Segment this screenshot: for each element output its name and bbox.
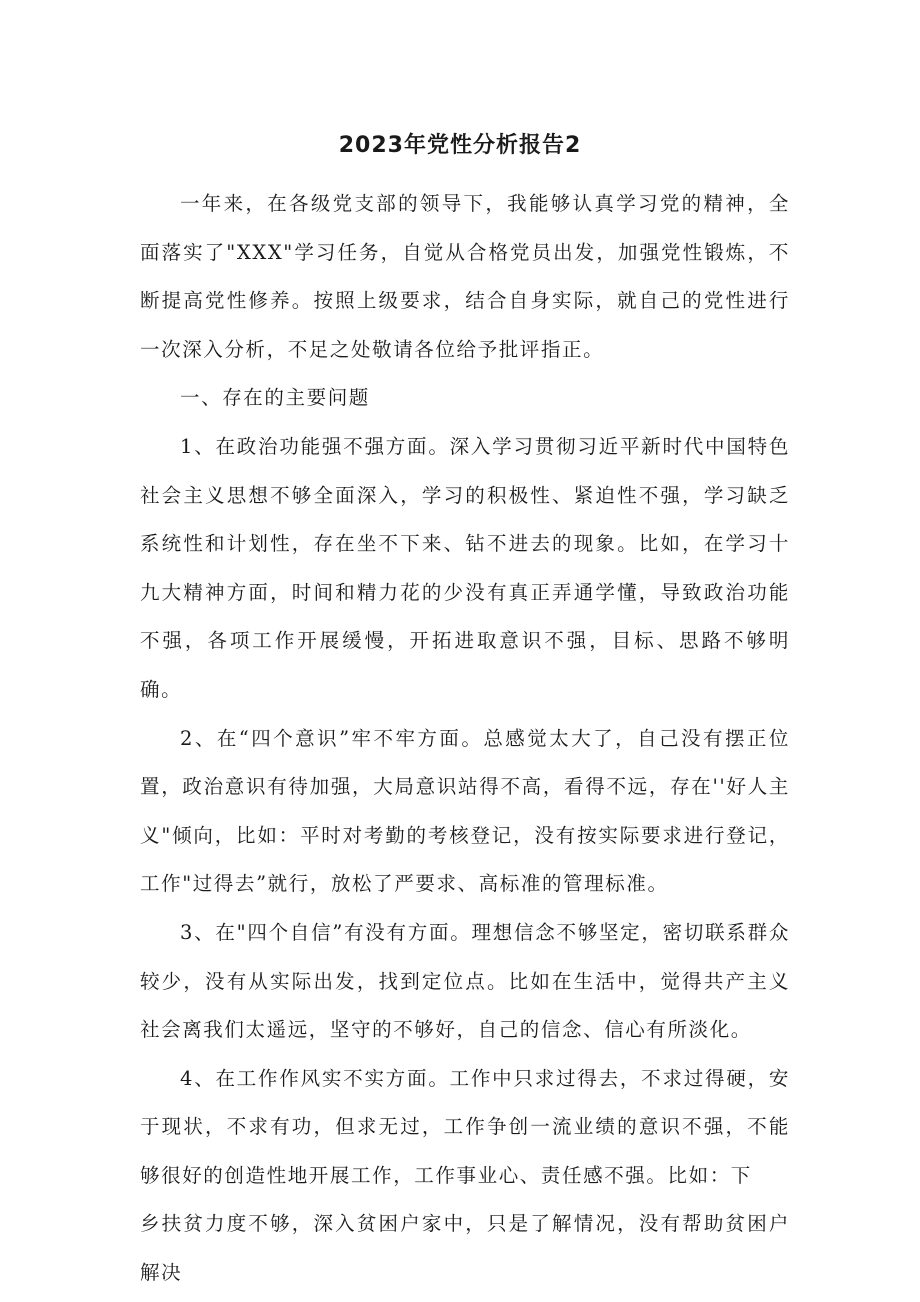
- paragraph-item-1: 1、在政治功能强不强方面。深入学习贯彻习近平新时代中国特色社会主义思想不够全面深入，学习的积极性、紧迫性不强，学习缺乏系统性和计划性，存在坐不下来、钻不进去的现象。比如，在学习十九大精神方面，时间和精力花的少没有真正弄通学懂，导致政治功能不强，各项工作开展缓慢，开拓进取意识不强，目标、思路不够明确。: [140, 434, 790, 701]
- paragraph-item-2: 2、在“四个意识”牢不牢方面。总感觉太大了，自己没有摆正位置，政治意识有待加强，大局意识站得不高，看得不远，存在''好人主义"倾向，比如：平时对考勤的考核登记，没有按实际要求进行登记，工作"过得去”就行，放松了严要求、高标准的管理标准。: [140, 726, 790, 896]
- section-heading-problems: 一、存在的主要问题: [180, 386, 370, 410]
- paragraph-item-4: 4、在工作作风实不实方面。工作中只求过得去，不求过得硬，安于现状，不求有功，但求无过，工作争创一流业绩的意识不强，不能够很好的创造性地开展工作，工作事业心、责任感不强。比如：下: [140, 1066, 790, 1187]
- document-body: [140, 180, 790, 1298]
- paragraph-intro: 一年来，在各级党支部的领导下，我能够认真学习党的精神，全面落实了"XXX"学习任务，自觉从合格党员出发，加强党性锻炼，不断提高党性修养。按照上级要求，结合自身实际，就自己的党性进行一次深入分析，不足之处敬请各位给予批评指正。: [140, 192, 790, 361]
- document-title: 2023年党性分析报告2: [338, 133, 582, 158]
- paragraph-continuation: 乡扶贫力度不够，深入贫困户家中，只是了解情况，没有帮助贫困户解决: [140, 1212, 790, 1285]
- paragraph-item-3: 3、在"四个自信”有没有方面。理想信念不够坚定，密切联系群众较少，没有从实际出发，找到定位点。比如在生活中，觉得共产主义社会离我们太遥远，坚守的不够好，自己的信念、信心有所淡化。: [140, 920, 790, 1042]
